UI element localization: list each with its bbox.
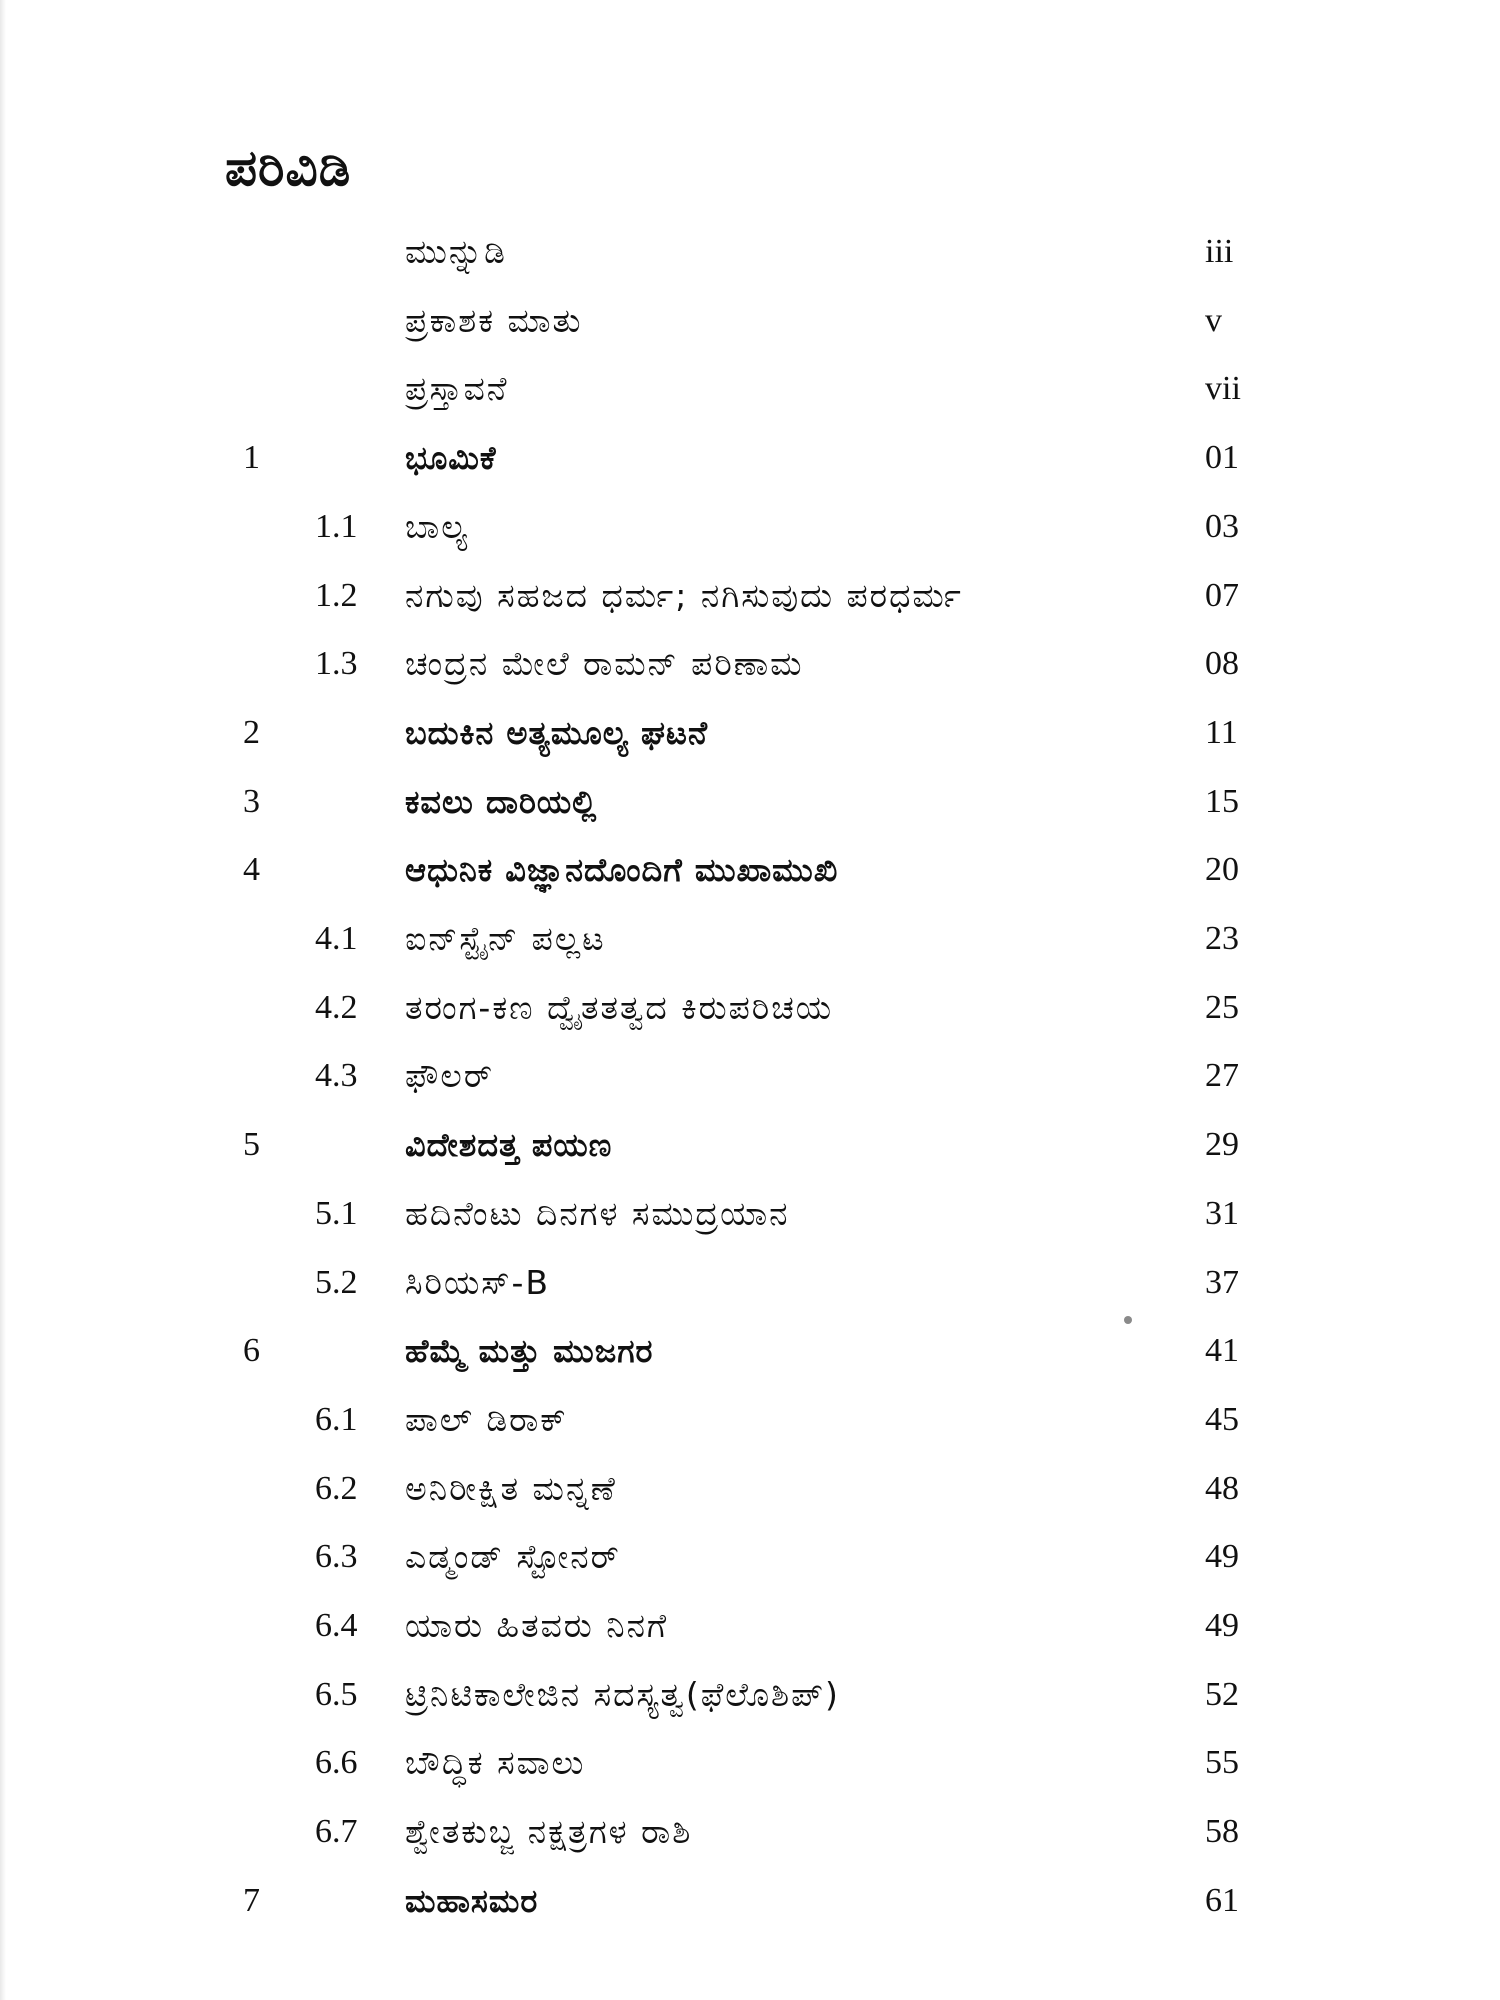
page-number: 37 xyxy=(1205,1263,1239,1301)
entry-title: ಟ್ರಿನಿಟಿಕಾಲೇಜಿನ ಸದಸ್ಯತ್ವ(ಫೆಲೊಶಿಪ್) xyxy=(405,1674,840,1714)
entry-title: ಐನ್‌ಸ್ಟೈನ್ ಪಲ್ಲಟ xyxy=(405,919,606,958)
page-number: 61 xyxy=(1205,1881,1239,1919)
page-number: 15 xyxy=(1205,782,1239,820)
page-number: iii xyxy=(1205,233,1234,270)
toc-entry xyxy=(0,430,1500,486)
toc-entry xyxy=(0,705,1500,761)
toc-entry xyxy=(0,1048,1500,1104)
chapter-title: ವಿದೇಶದತ್ತ ಪಯಣ xyxy=(405,1126,613,1165)
page-number: 52 xyxy=(1205,1675,1239,1713)
page-number: 29 xyxy=(1205,1126,1239,1164)
entry-title: ನಗುವು ಸಹಜದ ಧರ್ಮ; ನಗಿಸುವುದು ಪರಧರ್ಮ xyxy=(405,575,963,615)
chapter-number: 7 xyxy=(243,1881,260,1919)
toc-entry xyxy=(0,1323,1500,1379)
section-number: 6.2 xyxy=(315,1469,358,1507)
section-number: 4.2 xyxy=(315,988,358,1026)
entry-title: ಮುನ್ನುಡಿ xyxy=(405,232,507,271)
chapter-number: 1 xyxy=(243,439,260,477)
toc-entry xyxy=(0,1461,1500,1517)
chapter-number: 5 xyxy=(243,1126,260,1164)
chapter-number: 3 xyxy=(243,782,260,820)
entry-title: ಪಾಲ್ ಡಿರಾಕ್ xyxy=(405,1399,568,1439)
page-number: 41 xyxy=(1205,1332,1239,1370)
toc-entry xyxy=(0,1529,1500,1585)
section-number: 1.3 xyxy=(315,645,358,683)
page-number: 45 xyxy=(1205,1400,1239,1438)
page-number: 27 xyxy=(1205,1057,1239,1095)
chapter-title: ಮಹಾಸಮರ xyxy=(405,1881,539,1920)
toc-entry xyxy=(0,842,1500,898)
toc-entry xyxy=(0,1667,1500,1723)
toc-entry xyxy=(0,1392,1500,1448)
entry-title: ಫೌಲರ್ xyxy=(405,1056,494,1096)
page-number: 07 xyxy=(1205,576,1239,614)
chapter-number: 2 xyxy=(243,713,260,751)
page-number: 23 xyxy=(1205,920,1239,957)
page-number: 49 xyxy=(1205,1538,1239,1576)
section-number: 1.2 xyxy=(315,576,358,614)
toc-entry xyxy=(0,774,1500,830)
page-number: 20 xyxy=(1205,851,1239,889)
page-number: v xyxy=(1205,301,1222,339)
page-number: 11 xyxy=(1205,713,1238,751)
page-number: 58 xyxy=(1205,1813,1239,1851)
toc-entry xyxy=(0,293,1500,349)
section-number: 5.1 xyxy=(315,1194,358,1232)
entry-title: ಬಾಲ್ಯ xyxy=(405,506,470,546)
chapter-title: ಆಧುನಿಕ ವಿಜ್ಞಾನದೊಂದಿಗೆ ಮುಖಾಮುಖಿ xyxy=(405,851,839,890)
entry-title: ಪ್ರಕಾಶಕ ಮಾತು xyxy=(405,300,583,340)
entry-title: ಬೌದ್ಧಿಕ ಸವಾಲು xyxy=(405,1743,586,1783)
entry-title: ಸಿರಿಯಸ್-B xyxy=(405,1262,551,1302)
print-speck xyxy=(1124,1316,1132,1324)
page-number: 25 xyxy=(1205,988,1239,1026)
section-number: 6.5 xyxy=(315,1675,358,1713)
section-number: 6.7 xyxy=(315,1813,358,1851)
toc-entry xyxy=(0,911,1500,967)
section-number: 1.1 xyxy=(315,507,358,545)
toc-entry xyxy=(0,1598,1500,1654)
section-number: 6.4 xyxy=(315,1607,358,1644)
section-number: 4.1 xyxy=(315,920,358,957)
entry-title: ಯಾರು ಹಿತವರು ನಿನಗೆ xyxy=(405,1606,669,1645)
section-number: 6.6 xyxy=(315,1744,358,1782)
toc-entry xyxy=(0,568,1500,624)
entry-title: ಚಂದ್ರನ ಮೇಲೆ ರಾಮನ್ ಪರಿಣಾಮ xyxy=(405,644,804,684)
toc-entry xyxy=(0,636,1500,692)
entry-title: ಅನಿರೀಕ್ಷಿತ ಮನ್ನಣೆ xyxy=(405,1468,617,1508)
toc-entry xyxy=(0,1873,1500,1929)
section-number: 4.3 xyxy=(315,1057,358,1095)
toc-entry xyxy=(0,499,1500,555)
page-number: 31 xyxy=(1205,1194,1239,1232)
entry-title: ಶ್ವೇತಕುಬ್ಜ ನಕ್ಷತ್ರಗಳ ರಾಶಿ xyxy=(405,1812,693,1852)
toc-entry xyxy=(0,980,1500,1036)
chapter-title: ಬದುಕಿನ ಅತ್ಯಮೂಲ್ಯ ಘಟನೆ xyxy=(405,713,709,752)
section-number: 6.1 xyxy=(315,1400,358,1438)
entry-title: ತರಂಗ-ಕಣ ದ್ವೈತತತ್ವದ ಕಿರುಪರಿಚಯ xyxy=(405,987,834,1027)
toc-entry xyxy=(0,361,1500,417)
chapter-title: ಭೂಮಿಕೆ xyxy=(405,439,497,478)
page-number: 03 xyxy=(1205,507,1239,545)
toc-entry xyxy=(0,1186,1500,1242)
chapter-title: ಹೆಮ್ಮೆ ಮತ್ತು ಮುಜಗರ xyxy=(405,1332,654,1371)
page-number: 08 xyxy=(1205,645,1239,683)
chapter-number: 4 xyxy=(243,851,260,889)
section-number: 6.3 xyxy=(315,1538,358,1576)
page-number: 55 xyxy=(1205,1744,1239,1782)
toc-entry xyxy=(0,1255,1500,1311)
toc-entry xyxy=(0,224,1500,280)
section-number: 5.2 xyxy=(315,1263,358,1301)
entry-title: ಹದಿನೆಂಟು ದಿನಗಳ ಸಮುದ್ರಯಾನ xyxy=(405,1193,790,1233)
chapter-title: ಕವಲು ದಾರಿಯಲ್ಲಿ xyxy=(405,782,598,821)
toc-entry xyxy=(0,1117,1500,1173)
toc-entry xyxy=(0,1804,1500,1860)
entry-title: ಪ್ರಸ್ತಾವನೆ xyxy=(405,369,509,409)
page-number: 48 xyxy=(1205,1469,1239,1507)
toc-entry xyxy=(0,1735,1500,1791)
entry-title: ಎಡ್ಮಂಡ್ ಸ್ಟೋನರ್ xyxy=(405,1537,621,1577)
chapter-number: 6 xyxy=(243,1332,260,1370)
page-number: 01 xyxy=(1205,439,1239,477)
page-number: 49 xyxy=(1205,1607,1239,1644)
page-title: ಪರಿವಿಡಿ xyxy=(225,139,352,197)
page-number: vii xyxy=(1205,370,1241,408)
